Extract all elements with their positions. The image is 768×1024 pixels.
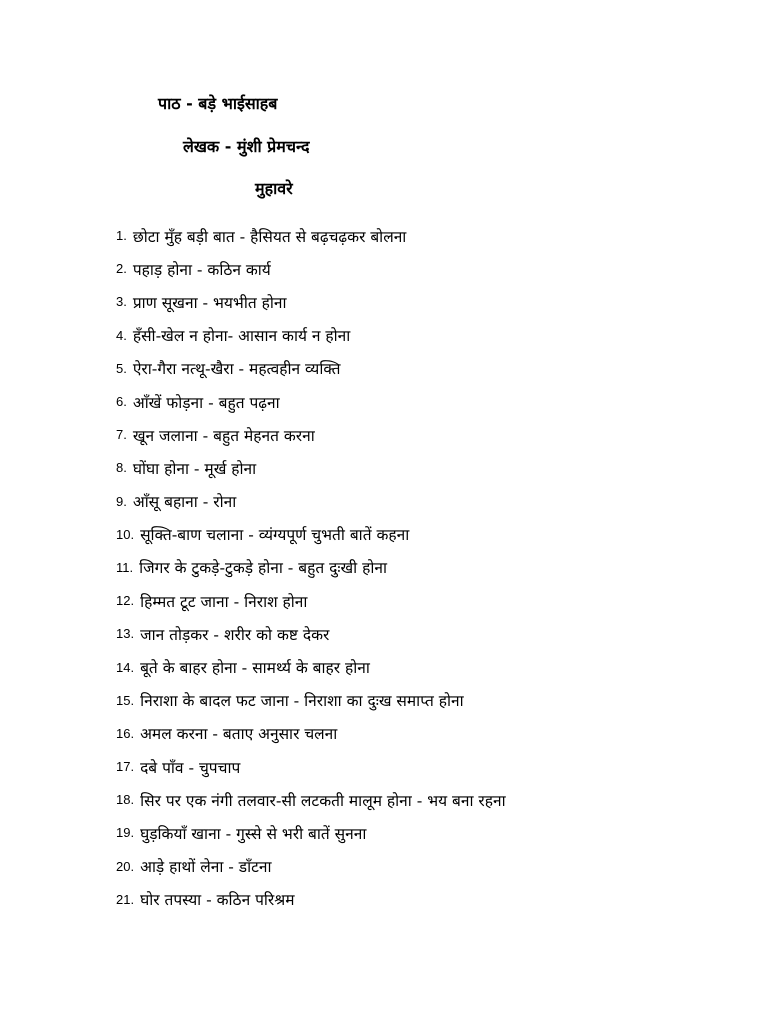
idiom-item	[116, 717, 506, 750]
idiom-text: अमल करना - बताए अनुसार चलना	[140, 725, 338, 744]
idiom-number: 13.	[116, 626, 135, 642]
idiom-text: आँखें फोड़ना - बहुत पढ़ना	[132, 393, 280, 412]
author-line: लेखक - मुंशी प्रेमचन्द	[183, 137, 310, 156]
idiom-number: 12.	[116, 593, 135, 609]
idiom-text: छोटा मुँह बड़ी बात - हैसियत से बढ़चढ़कर बोलना	[132, 227, 407, 246]
idiom-item	[116, 551, 506, 584]
idiom-text: हिम्मत टूट जाना - निराश होना	[140, 592, 308, 611]
idiom-item	[116, 418, 506, 451]
idiom-text: सूक्ति-बाण चलाना - व्यंग्यपूर्ण चुभती बातें कहना	[140, 526, 410, 545]
idiom-item	[116, 219, 506, 252]
idiom-item	[116, 816, 506, 849]
idiom-item	[116, 518, 506, 551]
idiom-text: हँसी-खेल न होना- आसान कार्य न होना	[132, 327, 351, 346]
idiom-number: 9.	[116, 493, 127, 509]
idiom-text: दबे पाँव - चुपचाप	[140, 758, 241, 777]
idiom-text: सिर पर एक नंगी तलवार-सी लटकती मालूम होना - भय बना रहना	[140, 791, 506, 810]
lesson-title: पाठ - बड़े भाईसाहब	[158, 94, 278, 113]
section-heading: मुहावरे	[255, 179, 293, 198]
idiom-item	[116, 650, 506, 683]
idiom-item	[116, 252, 506, 285]
idiom-item	[116, 850, 506, 883]
idiom-text: जिगर के टुकड़े-टुकड़े होना - बहुत दुःखी होना	[139, 559, 387, 578]
idiom-item	[116, 584, 506, 617]
idiom-text: प्राण सूखना - भयभीत होना	[132, 293, 287, 312]
idiom-number: 14.	[116, 659, 135, 675]
idiom-text: घुड़कियाँ खाना - गुस्से से भरी बातें सुनना	[140, 824, 367, 843]
idiom-number: 17.	[116, 759, 135, 775]
idiom-number: 10.	[116, 526, 135, 542]
idiom-item	[116, 617, 506, 650]
idiom-number: 19.	[116, 825, 135, 841]
idiom-item	[116, 783, 506, 816]
idiom-text: पहाड़ होना - कठिन कार्य	[132, 260, 271, 279]
idiom-item	[116, 684, 506, 717]
idiom-item	[116, 485, 506, 518]
idiom-number: 3.	[116, 294, 127, 310]
idiom-item	[116, 883, 506, 916]
idiom-number: 4.	[116, 327, 127, 343]
idiom-item	[116, 352, 506, 385]
idiom-text: घोर तपस्या - कठिन परिश्रम	[140, 891, 295, 910]
idiom-item	[116, 451, 506, 484]
idiom-list	[116, 219, 506, 916]
idiom-text: निराशा के बादल फट जाना - निराशा का दुःख समाप्त होना	[140, 692, 464, 711]
idiom-item	[116, 285, 506, 318]
idiom-text: बूते के बाहर होना - सामर्थ्य के बाहर होना	[140, 659, 370, 678]
idiom-number: 21.	[116, 891, 135, 907]
idiom-number: 1.	[116, 228, 127, 244]
idiom-text: खून जलाना - बहुत मेहनत करना	[132, 426, 315, 445]
idiom-number: 16.	[116, 725, 135, 741]
idiom-item	[116, 385, 506, 418]
idiom-number: 18.	[116, 792, 135, 808]
idiom-number: 20.	[116, 858, 135, 874]
idiom-number: 6.	[116, 394, 127, 410]
idiom-number: 11.	[116, 559, 134, 575]
idiom-text: घोंघा होना - मूर्ख होना	[132, 459, 257, 478]
idiom-item	[116, 750, 506, 783]
idiom-item	[116, 319, 506, 352]
idiom-number: 15.	[116, 692, 135, 708]
idiom-number: 5.	[116, 360, 127, 376]
idiom-number: 2.	[116, 261, 127, 277]
idiom-number: 7.	[116, 427, 127, 443]
idiom-text: ऐरा-गैरा नत्थू-खैरा - महत्वहीन व्यक्ति	[132, 360, 341, 379]
idiom-text: आँसू बहाना - रोना	[132, 493, 237, 512]
idiom-text: आड़े हाथों लेना - डाँटना	[140, 858, 272, 877]
idiom-number: 8.	[116, 460, 127, 476]
idiom-text: जान तोड़कर - शरीर को कष्ट देकर	[140, 625, 330, 644]
